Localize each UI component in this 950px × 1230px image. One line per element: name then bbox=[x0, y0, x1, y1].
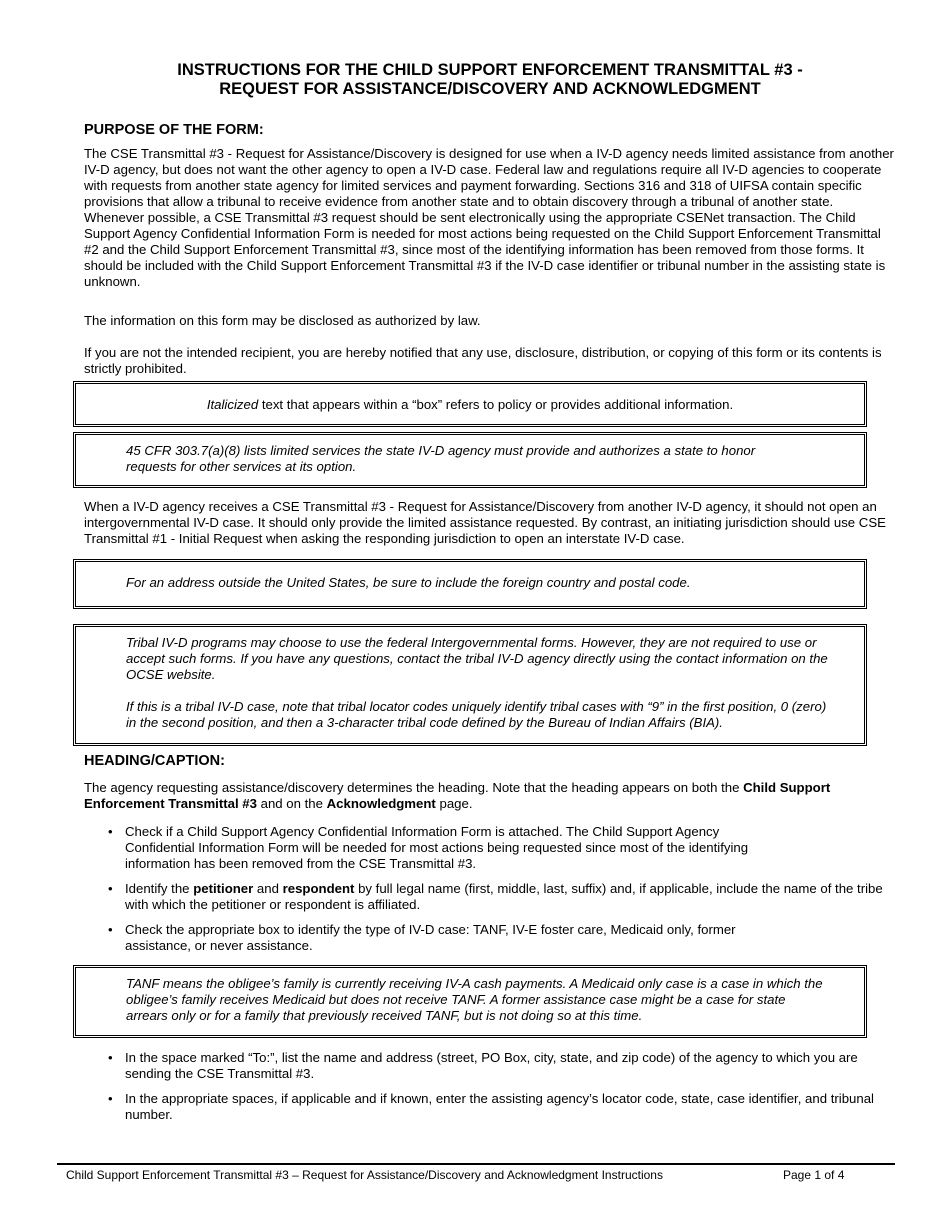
bottom-bullet-list bbox=[106, 1050, 891, 1123]
heading-caption-intro bbox=[84, 780, 894, 812]
tanf-definition-text: TANF means the obligee’s family is currently receiving IV-A cash payments. A Medicaid only case is a case in which the obligee’s family receives Medicaid but does not receive TANF. A former assistance case might be a case for state arrears only or for a family that previously received TANF, but is not doing so at this time. bbox=[126, 976, 823, 1023]
italic-note-text bbox=[76, 397, 864, 413]
disclosure-paragraph: The information on this form may be disclosed as authorized by law. bbox=[84, 313, 481, 328]
foreign-address-text: For an address outside the United States, be sure to include the foreign country and postal code. bbox=[126, 575, 691, 590]
italic-note-rest: text that appears within a “box” refers to policy or provides additional information. bbox=[258, 397, 734, 412]
bullet2-text-c: and bbox=[253, 881, 283, 896]
bullet2-text-a: Identify the bbox=[125, 881, 194, 896]
bullet2-bold-respondent: respondent bbox=[282, 881, 355, 896]
purpose-heading: PURPOSE OF THE FORM: bbox=[84, 122, 264, 138]
page-title bbox=[0, 61, 950, 99]
bullet-assisting-agency bbox=[106, 1091, 891, 1123]
bullet-case-type-text: Check the appropriate box to identify the type of IV-D case: TANF, IV-E foster care, Medicaid only, former assistance, or never assistance. bbox=[125, 922, 736, 953]
footer-title: Child Support Enforcement Transmittal #3 – Request for Assistance/Discovery and Acknowledgment Instructions bbox=[66, 1168, 663, 1182]
confidentiality-paragraph: If you are not the intended recipient, you are hereby notified that any use, disclosure, distribution, or copying of this form or its contents is strictly prohibited. bbox=[84, 345, 882, 376]
tribal-locator-text: If this is a tribal IV-D case, note that tribal locator codes uniquely identify tribal cases with “9” in the first position, 0 (zero) in the second position, and then a 3-character tribal code defined by the Bureau of Indian Affairs (BIA). bbox=[126, 699, 827, 730]
bullet-to-address bbox=[106, 1050, 891, 1082]
bullet-confidential-form bbox=[106, 824, 891, 872]
bullet-case-type bbox=[106, 922, 891, 954]
bullet-to-address-text: In the space marked “To:”, list the name and address (street, PO Box, city, state, and zip code) of the agency to which you are sending the CSE Transmittal #3. bbox=[125, 1050, 858, 1081]
cfr-policy-box bbox=[73, 432, 867, 488]
bullet-identify-parties bbox=[106, 881, 891, 913]
bullet2-text-e: by full legal name (first, middle, last, suffix) and, if applicable, include the name of the tribe with which the petitioner or respondent is affiliated. bbox=[125, 881, 883, 912]
bullet-assisting-agency-text: In the appropriate spaces, if applicable and if known, enter the assisting agency’s locator code, state, case identifier, and tribunal number. bbox=[125, 1091, 874, 1122]
bullet-confidential-form-text: Check if a Child Support Agency Confidential Information Form is attached. The Child Support Agency Confidential Information Form will be needed for most actions being requested since most of the identifying information has been removed from the CSE Transmittal #3. bbox=[125, 824, 749, 871]
receive-request-paragraph: When a IV-D agency receives a CSE Transmittal #3 - Request for Assistance/Discovery from another IV-D agency, it should not open an intergovernmental IV-D case. It should only provide the limited assistance requested. By contrast, an initiating jurisdiction should use CSE Transmittal #1 - Initial Request when asking the responding jurisdiction to open an interstate IV-D case. bbox=[84, 499, 886, 546]
footer-divider bbox=[57, 1163, 895, 1165]
italic-note-box bbox=[73, 381, 867, 427]
tribal-programs-text: Tribal IV-D programs may choose to use the federal Intergovernmental forms. However, they are not required to use or accept such forms. If you have any questions, contact the tribal IV-D agency directly using the contact information on the OCSE website. bbox=[126, 635, 828, 682]
bullet2-bold-petitioner: petitioner bbox=[193, 881, 254, 896]
foreign-address-box bbox=[73, 559, 867, 609]
cfr-policy-text: 45 CFR 303.7(a)(8) lists limited services the state IV-D agency must provide and authorizes a state to honor requests for other services at its option. bbox=[126, 443, 756, 474]
italicized-word: Italicized bbox=[206, 397, 259, 412]
tanf-definition-box bbox=[73, 965, 867, 1038]
title-line-1: INSTRUCTIONS FOR THE CHILD SUPPORT ENFORCEMENT TRANSMITTAL #3 - bbox=[177, 61, 803, 79]
heading-bullet-list bbox=[106, 824, 891, 954]
intro-bold-acknowledgment: Acknowledgment bbox=[326, 796, 436, 811]
page-number: Page 1 of 4 bbox=[783, 1168, 845, 1182]
intro-text-c: and on the bbox=[256, 796, 327, 811]
title-line-2: REQUEST FOR ASSISTANCE/DISCOVERY AND ACKNOWLEDGMENT bbox=[219, 80, 761, 98]
intro-text-e: page. bbox=[435, 796, 473, 811]
purpose-paragraph: The CSE Transmittal #3 - Request for Assistance/Discovery is designed for use when a IV-D agency needs limited assistance from another IV-D agency, but does not want the other agency to open a IV-D case. Federal law and regulations require all IV-D agencies to cooperate with requests from another state agency for limited services and payment forwarding. Sections 316 and 318 of UIFSA contain specific provisions that allow a tribunal to receive evidence from another state and to obtain discovery through a tribunal of another state. Whenever possible, a CSE Transmittal #3 request should be sent electronically using the appropriate CSENet transaction. The Child Support Agency Confidential Information Form is needed for most actions being requested on the Child Support Enforcement Transmittal #2 and the Child Support Enforcement Transmittal #3, since most of the identifying information has been removed from those forms. It should be included with the Child Support Enforcement Transmittal #3 if the IV-D case identifier or tribunal number in the assisting state is unknown. bbox=[84, 146, 894, 289]
heading-caption-heading: HEADING/CAPTION: bbox=[84, 753, 225, 769]
intro-bold-transmittal: Child Support Enforcement Transmittal #3 bbox=[84, 780, 831, 811]
tribal-programs-box bbox=[73, 624, 867, 746]
intro-text-a: The agency requesting assistance/discovery determines the heading. Note that the heading appears on both the bbox=[84, 780, 744, 795]
